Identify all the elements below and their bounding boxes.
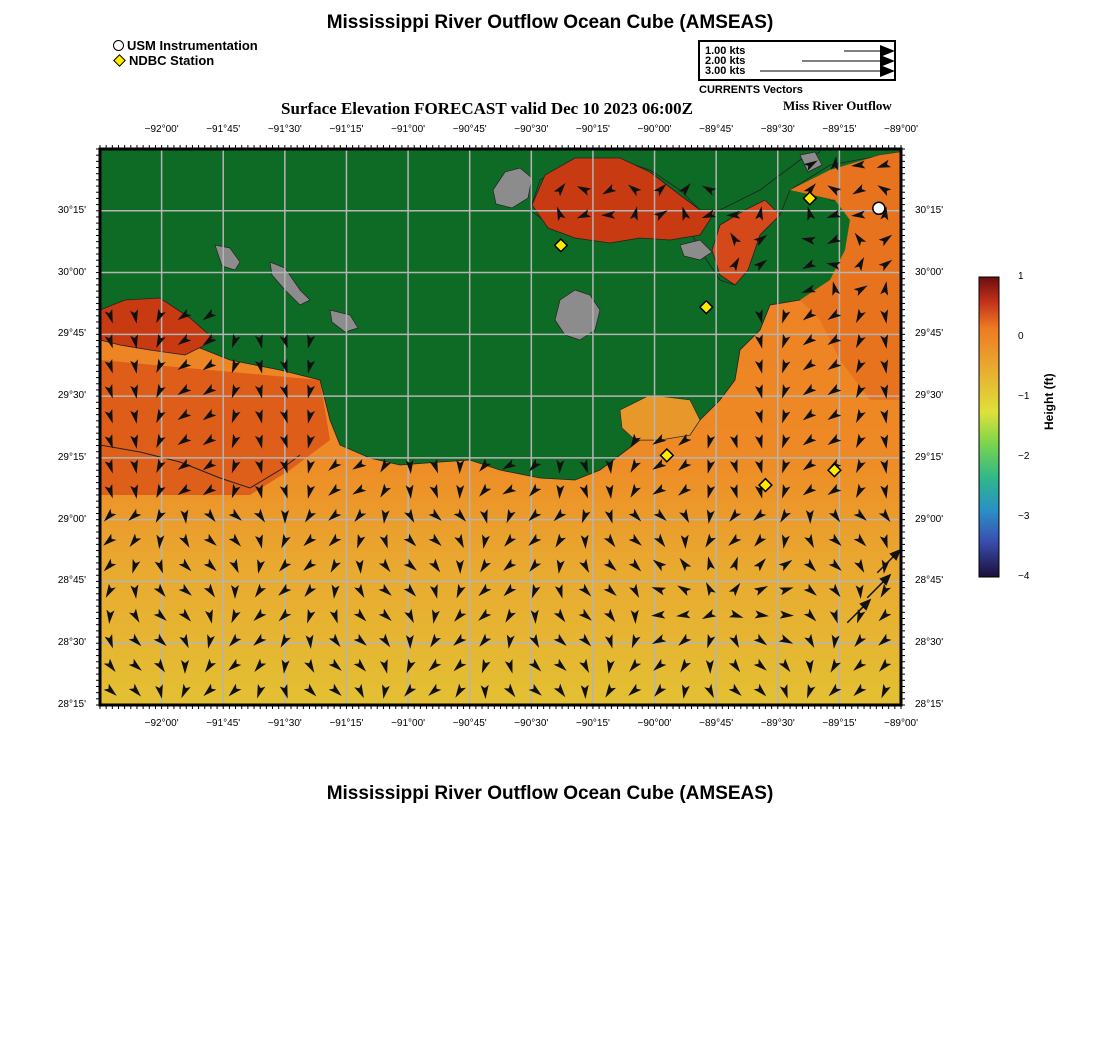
tick-label: −91°15': [329, 718, 364, 729]
tick-label: −91°30': [267, 718, 302, 729]
tick-label: −90°00': [637, 718, 672, 729]
tick-label: −3: [1018, 511, 1030, 522]
tick-label: −90°30': [514, 718, 549, 729]
tick-label: 28°30': [57, 637, 86, 649]
tick-label: −89°45': [699, 718, 734, 729]
map-region-label: Miss River Outflow: [783, 98, 892, 113]
tick-label: −89°00': [884, 124, 918, 135]
tick-label: 29°45': [915, 328, 944, 340]
tick-label: 28°45': [915, 575, 944, 587]
legend-usm-label: USM Instrumentation: [127, 38, 258, 53]
colorbar: [975, 270, 1035, 585]
tick-label: −90°45': [452, 124, 487, 135]
tick-label: 0: [1018, 331, 1024, 342]
tick-label: 1: [1018, 271, 1024, 282]
vector-label-1: 1.00 kts: [705, 45, 746, 57]
tick-label: −89°45': [699, 124, 734, 135]
tick-label: −91°30': [267, 124, 302, 135]
legend-ndbc-label: NDBC Station: [129, 53, 215, 68]
tick-label: −89°30': [760, 718, 795, 729]
tick-label: −89°15': [822, 124, 857, 135]
tick-label: −90°30': [514, 124, 549, 135]
tick-label: 28°45': [57, 575, 86, 587]
tick-label: −91°00': [391, 124, 426, 135]
tick-label: 30°00': [57, 266, 86, 278]
tick-label: −90°00': [637, 124, 672, 135]
tick-label: 28°30': [915, 637, 944, 649]
tick-label: 29°15': [915, 451, 944, 463]
tick-label: −4: [1018, 571, 1030, 582]
vector-caption: CURRENTS Vectors: [699, 84, 803, 96]
tick-label: −89°30': [760, 124, 795, 135]
tick-label: 28°15': [57, 699, 86, 710]
tick-label: −92°00': [144, 124, 179, 135]
map-subtitle: Surface Elevation FORECAST valid Dec 10 2023 06:00Z: [281, 99, 693, 118]
tick-label: 30°15': [915, 204, 944, 216]
tick-label: 28°15': [915, 699, 944, 710]
page-title: Mississippi River Outflow Ocean Cube (AMSEAS): [326, 12, 774, 33]
tick-label: −91°15': [329, 124, 364, 135]
tick-label: −92°00': [144, 718, 179, 729]
tick-label: 29°15': [57, 451, 86, 463]
vector-label-3: 3.00 kts: [705, 65, 746, 77]
tick-label: −90°45': [452, 718, 487, 729]
tick-label: 30°15': [57, 204, 86, 216]
tick-label: 29°45': [57, 328, 86, 340]
tick-label: −2: [1018, 451, 1030, 462]
tick-label: −1: [1018, 391, 1030, 402]
colorbar-label: Height (ft): [1042, 373, 1056, 430]
tick-label: −91°45': [206, 718, 241, 729]
tick-label: −91°45': [206, 124, 241, 135]
tick-label: −90°15': [575, 718, 610, 729]
vector-label-2: 2.00 kts: [705, 55, 746, 67]
bottom-title: Mississippi River Outflow Ocean Cube (AMSEAS): [326, 783, 774, 804]
tick-label: 29°00': [57, 513, 86, 525]
tick-label: −91°00': [391, 718, 426, 729]
tick-label: 29°30': [915, 390, 944, 402]
tick-label: 30°00': [915, 266, 944, 278]
tick-label: −89°00': [884, 718, 918, 729]
tick-label: −90°15': [575, 124, 610, 135]
tick-label: 29°30': [57, 390, 86, 402]
tick-label: −89°15': [822, 718, 857, 729]
tick-label: 29°00': [915, 513, 944, 525]
usm-station-marker: [873, 202, 885, 214]
